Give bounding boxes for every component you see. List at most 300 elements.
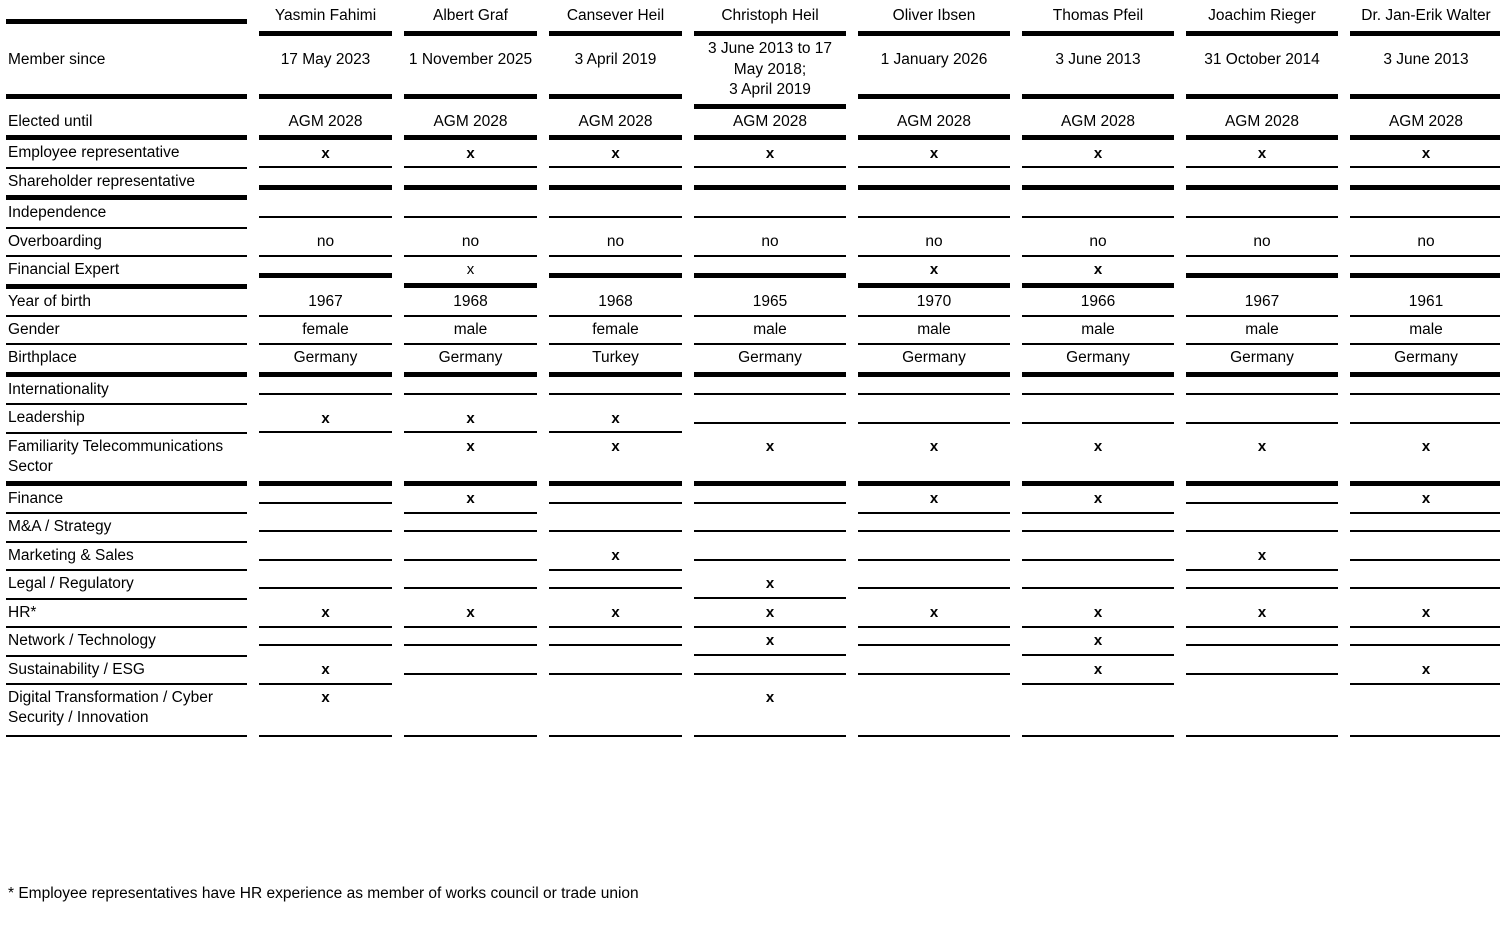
empty-cell	[858, 210, 1010, 218]
row-label-text: Internationality	[6, 377, 247, 405]
matrix-cell-value: 1967	[259, 289, 392, 317]
empty-cell	[1350, 210, 1500, 218]
empty-cell	[1350, 387, 1500, 395]
matrix-cell	[1016, 317, 1180, 345]
matrix-cell-value: Germany	[1350, 345, 1500, 376]
matrix-cell	[852, 289, 1016, 317]
check-mark: x	[1022, 434, 1174, 486]
matrix-cell	[253, 200, 398, 228]
matrix-cell	[688, 486, 852, 514]
matrix-cell	[1180, 657, 1344, 685]
check-mark: x	[1350, 657, 1500, 685]
empty-cell	[259, 638, 392, 646]
empty-cell	[1186, 387, 1338, 395]
matrix-cell	[688, 685, 852, 737]
empty-cell	[694, 524, 846, 532]
matrix-cell	[1344, 657, 1500, 685]
matrix-cell-value: 1968	[404, 289, 537, 317]
matrix-cell	[852, 345, 1016, 376]
matrix-cell	[1344, 486, 1500, 514]
matrix-cell	[1180, 257, 1344, 288]
empty-cell	[858, 581, 1010, 589]
check-mark: x	[1350, 600, 1500, 628]
row-label-text: Finance	[6, 486, 247, 514]
check-mark: x	[694, 685, 846, 737]
check-mark: x	[404, 141, 537, 169]
matrix-cell	[253, 405, 398, 433]
matrix-cell	[543, 169, 688, 200]
row-label-text: Overboarding	[6, 229, 247, 257]
empty-cell	[1350, 179, 1500, 190]
matrix-cell	[1344, 109, 1500, 140]
empty-cell	[259, 524, 392, 532]
matrix-cell	[253, 628, 398, 656]
matrix-cell	[398, 600, 543, 628]
matrix-cell-value: AGM 2028	[404, 109, 537, 140]
matrix-cell	[253, 486, 398, 514]
matrix-cell	[253, 36, 398, 108]
matrix-cell	[1016, 405, 1180, 433]
header-member-name: Thomas Pfeil	[1022, 0, 1174, 36]
empty-cell	[404, 387, 537, 395]
check-mark: x	[1186, 543, 1338, 571]
table-row	[6, 257, 1500, 288]
matrix-cell	[253, 109, 398, 140]
matrix-cell	[852, 229, 1016, 257]
matrix-cell-value: 3 June 2013	[1350, 47, 1500, 99]
matrix-cell	[1180, 317, 1344, 345]
empty-cell	[1022, 553, 1174, 561]
matrix-cell	[1016, 571, 1180, 599]
matrix-cell-value: AGM 2028	[1350, 109, 1500, 140]
header-row	[6, 0, 1500, 36]
matrix-cell	[253, 169, 398, 200]
matrix-cell-value: 1965	[694, 289, 846, 317]
empty-cell	[549, 581, 682, 589]
table-row	[6, 200, 1500, 228]
empty-cell	[1186, 685, 1338, 737]
header-member-name: Christoph Heil	[694, 0, 846, 36]
empty-cell	[1350, 581, 1500, 589]
header-member-name: Dr. Jan-Erik Walter	[1350, 0, 1500, 36]
header-cell-member-1	[253, 0, 398, 36]
matrix-cell	[253, 571, 398, 599]
table-row	[6, 514, 1500, 542]
matrix-cell-value: AGM 2028	[1186, 109, 1338, 140]
check-mark: x	[259, 657, 392, 685]
empty-cell	[404, 210, 537, 218]
header-member-name: Albert Graf	[404, 0, 537, 36]
matrix-cell	[398, 571, 543, 599]
check-mark: x	[1186, 600, 1338, 628]
matrix-cell-value: 1966	[1022, 289, 1174, 317]
check-mark: x	[858, 257, 1010, 288]
row-label-text: Member since	[6, 47, 247, 99]
row-label-cell	[6, 317, 253, 345]
header-member-name: Yasmin Fahimi	[259, 0, 392, 36]
matrix-cell-value: female	[549, 317, 682, 345]
matrix-cell-value: no	[858, 229, 1010, 257]
check-mark: x	[858, 486, 1010, 514]
check-mark: x	[259, 685, 392, 737]
matrix-cell	[852, 405, 1016, 433]
header-cell-member-6	[1016, 0, 1180, 36]
empty-cell	[1022, 581, 1174, 589]
empty-cell	[1022, 179, 1174, 190]
check-mark: x	[549, 543, 682, 571]
matrix-cell-value: no	[404, 229, 537, 257]
matrix-cell	[1180, 169, 1344, 200]
matrix-cell	[852, 657, 1016, 685]
matrix-cell-value: 3 June 2013 to 17 May 2018; 3 April 2019	[694, 36, 846, 108]
matrix-cell	[688, 405, 852, 433]
matrix-cell-value: male	[404, 317, 537, 345]
matrix-cell	[253, 289, 398, 317]
check-mark: x	[1186, 141, 1338, 169]
empty-cell	[694, 387, 846, 395]
empty-cell	[858, 416, 1010, 424]
empty-cell	[1022, 387, 1174, 395]
matrix-cell	[1344, 317, 1500, 345]
matrix-cell	[398, 200, 543, 228]
matrix-cell-value: Germany	[404, 345, 537, 376]
table-row	[6, 405, 1500, 433]
table-row	[6, 109, 1500, 140]
empty-cell	[1186, 179, 1338, 190]
row-label-cell	[6, 169, 253, 200]
check-mark: x	[549, 141, 682, 169]
matrix-cell	[1180, 289, 1344, 317]
empty-cell	[1022, 685, 1174, 737]
matrix-cell	[852, 486, 1016, 514]
row-label-cell	[6, 685, 253, 737]
matrix-cell	[543, 405, 688, 433]
table-row	[6, 289, 1500, 317]
check-mark: x	[259, 406, 392, 434]
empty-cell	[549, 638, 682, 646]
row-label-cell	[6, 289, 253, 317]
check-mark: x	[1022, 486, 1174, 514]
matrix-cell-value: no	[1350, 229, 1500, 257]
matrix-cell	[1344, 571, 1500, 599]
table-row	[6, 317, 1500, 345]
empty-cell	[1350, 416, 1500, 424]
matrix-cell	[253, 229, 398, 257]
matrix-cell	[1016, 140, 1180, 168]
matrix-cell	[852, 571, 1016, 599]
row-label-cell	[6, 434, 253, 486]
matrix-cell	[1344, 405, 1500, 433]
matrix-cell	[1016, 628, 1180, 656]
matrix-cell	[688, 36, 852, 108]
matrix-cell	[1180, 600, 1344, 628]
matrix-cell-value: 1 January 2026	[858, 47, 1010, 99]
row-label-cell	[6, 109, 253, 140]
row-label-cell	[6, 514, 253, 542]
matrix-cell	[543, 289, 688, 317]
row-label-cell	[6, 657, 253, 685]
empty-cell	[1350, 524, 1500, 532]
empty-cell	[1350, 685, 1500, 737]
header-member-name: Oliver Ibsen	[858, 0, 1010, 36]
matrix-cell	[688, 434, 852, 486]
check-mark: x	[1350, 486, 1500, 514]
empty-cell	[259, 179, 392, 190]
empty-cell	[1186, 581, 1338, 589]
matrix-cell	[688, 514, 852, 542]
table-row	[6, 657, 1500, 685]
row-label-text: Shareholder representative	[6, 169, 247, 200]
matrix-cell	[543, 628, 688, 656]
empty-cell	[404, 553, 537, 561]
matrix-cell	[1344, 600, 1500, 628]
matrix-cell-value: no	[694, 229, 846, 257]
matrix-cell	[1016, 486, 1180, 514]
matrix-cell	[688, 543, 852, 571]
matrix-cell	[852, 514, 1016, 542]
matrix-cell	[398, 289, 543, 317]
matrix-cell-value: AGM 2028	[259, 109, 392, 140]
row-label-text: Legal / Regulatory	[6, 571, 247, 599]
matrix-cell	[543, 345, 688, 376]
table-row	[6, 345, 1500, 376]
empty-cell	[858, 524, 1010, 532]
matrix-cell	[543, 200, 688, 228]
matrix-cell	[253, 345, 398, 376]
header-cell-row-label	[6, 0, 253, 36]
matrix-cell	[1180, 628, 1344, 656]
empty-cell	[694, 210, 846, 218]
matrix-cell	[688, 317, 852, 345]
row-label-cell	[6, 200, 253, 228]
matrix-cell	[1344, 377, 1500, 405]
table-header	[6, 0, 1500, 36]
empty-cell	[694, 416, 846, 424]
matrix-cell	[543, 514, 688, 542]
empty-cell	[549, 210, 682, 218]
matrix-cell	[1344, 169, 1500, 200]
matrix-cell-value: Germany	[259, 345, 392, 376]
matrix-cell	[1180, 377, 1344, 405]
matrix-cell	[398, 486, 543, 514]
check-mark: x	[404, 434, 537, 486]
matrix-cell	[1344, 289, 1500, 317]
row-label-text: Birthplace	[6, 345, 247, 376]
empty-cell	[404, 179, 537, 190]
matrix-cell	[1016, 169, 1180, 200]
matrix-cell-value: 1970	[858, 289, 1010, 317]
matrix-cell-value: Germany	[1022, 345, 1174, 376]
empty-cell	[404, 581, 537, 589]
empty-cell	[549, 387, 682, 395]
matrix-cell	[543, 685, 688, 737]
table-row	[6, 628, 1500, 656]
row-label-cell	[6, 345, 253, 376]
header-cell-member-2	[398, 0, 543, 36]
footnote: * Employee representatives have HR experience as member of works council or trade union	[8, 885, 639, 902]
row-label-text: Sustainability / ESG	[6, 657, 247, 685]
matrix-cell	[253, 434, 398, 486]
matrix-cell	[398, 140, 543, 168]
matrix-cell	[688, 229, 852, 257]
matrix-cell	[543, 600, 688, 628]
empty-cell	[1350, 553, 1500, 561]
row-label-text: M&A / Strategy	[6, 514, 247, 542]
header-cell-member-4	[688, 0, 852, 36]
empty-cell	[404, 685, 537, 737]
empty-cell	[858, 553, 1010, 561]
matrix-cell	[398, 514, 543, 542]
matrix-cell	[1016, 685, 1180, 737]
matrix-cell-value: no	[549, 229, 682, 257]
matrix-cell	[852, 685, 1016, 737]
check-mark: x	[259, 600, 392, 628]
matrix-cell-value: 31 October 2014	[1186, 47, 1338, 99]
matrix-cell-value: AGM 2028	[1022, 109, 1174, 140]
matrix-cell	[543, 486, 688, 514]
row-label-text: Familiarity Telecommunications Sector	[6, 434, 247, 486]
matrix-cell	[688, 289, 852, 317]
empty-cell	[1186, 638, 1338, 646]
row-label-text: Employee representative	[6, 140, 247, 168]
matrix-cell	[543, 434, 688, 486]
table-body	[6, 36, 1500, 737]
check-mark: x	[1186, 434, 1338, 486]
matrix-cell	[398, 657, 543, 685]
matrix-cell	[852, 257, 1016, 288]
matrix-cell	[1180, 685, 1344, 737]
matrix-cell	[543, 140, 688, 168]
header-member-name: Joachim Rieger	[1186, 0, 1338, 36]
matrix-cell	[1344, 543, 1500, 571]
matrix-cell-value: Turkey	[549, 345, 682, 376]
matrix-cell	[398, 257, 543, 288]
check-mark: x	[694, 600, 846, 628]
empty-cell	[549, 685, 682, 737]
matrix-cell	[1016, 345, 1180, 376]
empty-cell	[1186, 267, 1338, 278]
row-label-cell	[6, 600, 253, 628]
empty-cell	[1186, 210, 1338, 218]
matrix-cell	[1180, 345, 1344, 376]
matrix-cell	[543, 36, 688, 108]
matrix-cell	[1180, 571, 1344, 599]
table-row	[6, 685, 1500, 737]
empty-cell	[1186, 524, 1338, 532]
empty-cell	[549, 179, 682, 190]
matrix-cell-value: male	[694, 317, 846, 345]
matrix-cell	[1180, 486, 1344, 514]
empty-cell	[1350, 267, 1500, 278]
matrix-cell	[1016, 200, 1180, 228]
matrix-cell	[688, 377, 852, 405]
matrix-cell	[1016, 109, 1180, 140]
empty-cell	[694, 496, 846, 504]
check-mark: x	[694, 434, 846, 486]
matrix-cell	[1344, 345, 1500, 376]
matrix-cell-value: 1 November 2025	[404, 47, 537, 99]
matrix-cell	[1344, 200, 1500, 228]
matrix-cell	[543, 571, 688, 599]
table-row	[6, 571, 1500, 599]
matrix-cell-value: Germany	[1186, 345, 1338, 376]
matrix-cell-value: male	[858, 317, 1010, 345]
matrix-cell	[688, 169, 852, 200]
matrix-cell	[852, 377, 1016, 405]
row-label-text: Marketing & Sales	[6, 543, 247, 571]
matrix-cell-value: 1967	[1186, 289, 1338, 317]
matrix-cell-value: 1961	[1350, 289, 1500, 317]
matrix-cell	[852, 36, 1016, 108]
matrix-cell	[398, 317, 543, 345]
matrix-cell	[253, 600, 398, 628]
row-label-text: Gender	[6, 317, 247, 345]
matrix-cell	[1180, 109, 1344, 140]
matrix-cell	[688, 600, 852, 628]
matrix-cell	[398, 628, 543, 656]
row-label-cell	[6, 405, 253, 433]
header-row-label-text	[6, 13, 247, 24]
header-cell-member-3	[543, 0, 688, 36]
empty-cell	[259, 210, 392, 218]
matrix-cell	[253, 317, 398, 345]
empty-cell	[549, 496, 682, 504]
matrix-cell-value: male	[1186, 317, 1338, 345]
matrix-cell	[688, 109, 852, 140]
empty-cell	[259, 581, 392, 589]
check-mark: x	[404, 406, 537, 434]
empty-cell	[259, 434, 392, 486]
check-mark: x	[694, 628, 846, 656]
check-mark: x	[694, 141, 846, 169]
empty-cell	[404, 667, 537, 675]
empty-cell	[404, 638, 537, 646]
table-row	[6, 543, 1500, 571]
matrix-cell	[398, 109, 543, 140]
matrix-cell	[398, 685, 543, 737]
matrix-cell	[688, 345, 852, 376]
matrix-cell	[253, 543, 398, 571]
matrix-cell	[1180, 514, 1344, 542]
row-label-text: Year of birth	[6, 289, 247, 317]
matrix-cell	[398, 377, 543, 405]
matrix-cell	[398, 543, 543, 571]
row-label-text: Leadership	[6, 405, 247, 433]
empty-cell	[1022, 416, 1174, 424]
table-row	[6, 36, 1500, 108]
matrix-cell	[688, 657, 852, 685]
matrix-cell	[1344, 628, 1500, 656]
empty-cell	[259, 387, 392, 395]
matrix-cell	[852, 140, 1016, 168]
empty-cell	[259, 267, 392, 278]
empty-cell	[1186, 496, 1338, 504]
row-label-text: Network / Technology	[6, 628, 247, 656]
empty-cell	[694, 267, 846, 278]
matrix-cell	[1016, 657, 1180, 685]
matrix-cell	[688, 200, 852, 228]
matrix-cell-value: male	[1350, 317, 1500, 345]
row-label-text: Financial Expert	[6, 257, 247, 288]
check-mark: x	[1022, 657, 1174, 685]
matrix-cell-value: no	[1022, 229, 1174, 257]
check-mark: x	[404, 486, 537, 514]
table-row	[6, 140, 1500, 168]
matrix-cell	[1016, 229, 1180, 257]
matrix-cell	[1180, 140, 1344, 168]
matrix-cell	[852, 628, 1016, 656]
empty-cell	[858, 179, 1010, 190]
